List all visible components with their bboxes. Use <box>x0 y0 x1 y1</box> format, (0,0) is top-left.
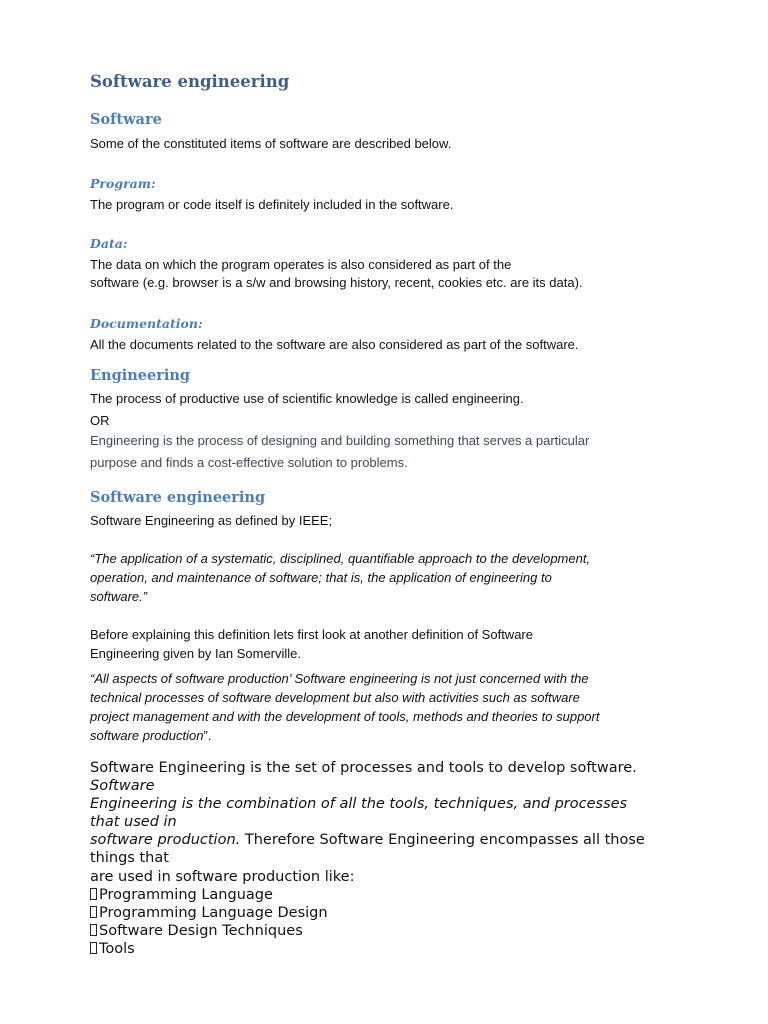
heading-data: Data: <box>90 236 128 251</box>
list-item-text: Programming Language Design <box>99 904 328 921</box>
somerville-quote-line1: “All aspects of software production’ Software engineering is not just concerned with the <box>90 671 589 686</box>
engineering-def2-line1: Engineering is the process of designing and building something that serves a particular <box>90 433 590 448</box>
heading-program: Program: <box>90 176 156 191</box>
engineering-def2-line2: purpose and finds a cost-effective solution to problems. <box>90 455 408 470</box>
summary-line3: Engineering is the combination of all the tools, techniques, and processes <box>90 796 628 813</box>
data-text-line1: The data on which the program operates is also considered as part of the <box>90 257 512 272</box>
ieee-intro: Software Engineering as defined by IEEE; <box>90 513 333 528</box>
heading-software-engineering: Software engineering <box>90 489 266 506</box>
document-title: Software engineering <box>90 72 290 91</box>
list-item <box>90 904 680 922</box>
heading-engineering: Engineering <box>90 367 191 384</box>
list-item <box>90 940 680 958</box>
documentation-text: All the documents related to the software are also considered as part of the software. <box>90 337 579 352</box>
list-item-text: Software Design Techniques <box>99 922 303 939</box>
list-item <box>90 886 680 904</box>
before-text-line2: Engineering given by Ian Somerville. <box>90 646 302 661</box>
heading-documentation: Documentation: <box>90 316 203 331</box>
somerville-quote-line4-text: software production <box>90 728 204 743</box>
software-intro: Some of the constituted items of software are described below. <box>90 136 452 151</box>
missing-glyph-box-icon <box>90 888 97 900</box>
summary-line4: that used in <box>90 814 177 831</box>
somerville-quote-end: ”. <box>203 728 212 743</box>
engineering-def1: The process of productive use of scientific knowledge is called engineering. <box>90 391 524 406</box>
missing-glyph-box-icon <box>90 942 97 954</box>
list-item <box>90 922 680 940</box>
engineering-or: OR <box>90 413 110 428</box>
program-text: The program or code itself is definitely included in the software. <box>90 197 454 212</box>
summary-line7: are used in software production like: <box>90 868 355 885</box>
somerville-quote-line3: project management and with the development of tools, methods and theories to support <box>90 709 600 724</box>
summary-line2: Software <box>90 778 155 795</box>
missing-glyph-box-icon <box>90 906 97 918</box>
list-item-text: Programming Language <box>99 886 273 903</box>
summary-block <box>90 759 680 958</box>
summary-line1: Software Engineering is the set of processes and tools to develop software. <box>90 760 637 776</box>
ieee-quote-line1: “The application of a systematic, disciplined, quantifiable approach to the development, <box>90 551 591 566</box>
list-item-text: Tools <box>99 940 135 957</box>
summary-line5 <box>90 831 680 849</box>
missing-glyph-box-icon <box>90 924 97 936</box>
ieee-quote-line3: software.” <box>90 589 148 604</box>
before-text-line1: Before explaining this definition lets first look at another definition of Software <box>90 627 533 642</box>
summary-line5-italic: software production. <box>90 832 241 849</box>
heading-software: Software <box>90 111 162 128</box>
data-text-line2: software (e.g. browser is a s/w and browsing history, recent, cookies etc. are its data). <box>90 275 583 290</box>
summary-line6: things that <box>90 850 169 867</box>
summary-line5-rest: Therefore Software Engineering encompasses all those <box>240 832 645 849</box>
somerville-quote-line4 <box>90 726 211 745</box>
somerville-quote-line2: technical processes of software development but also with activities such as software <box>90 690 580 705</box>
ieee-quote-line2: operation, and maintenance of software; that is, the application of engineering to <box>90 570 552 585</box>
